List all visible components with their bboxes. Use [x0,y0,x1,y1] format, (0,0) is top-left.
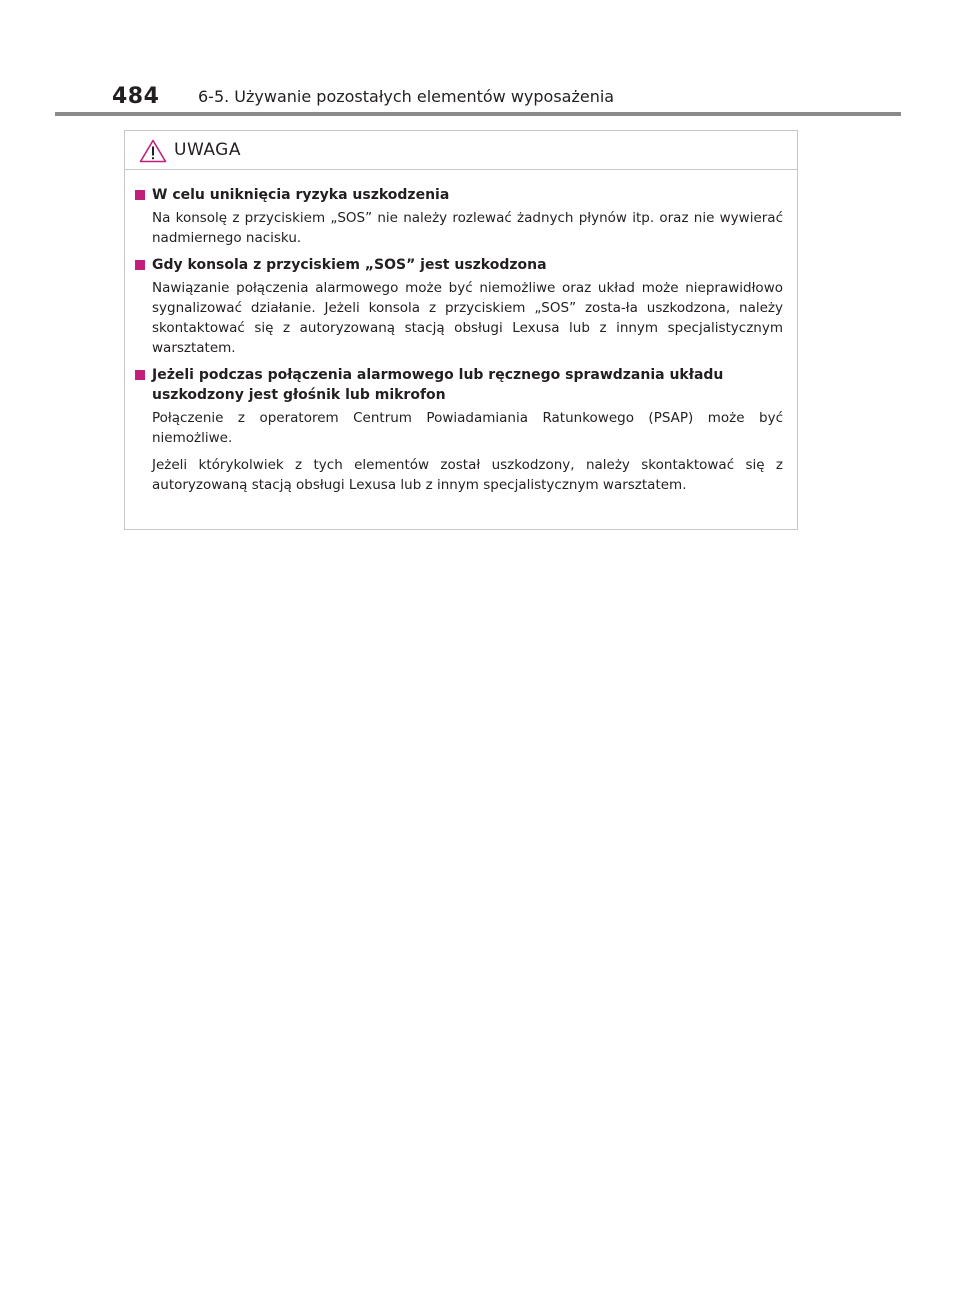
warning-item-heading [125,255,797,275]
page-number: 484 [112,84,160,109]
square-bullet-icon [135,190,145,200]
warning-body [125,171,797,495]
warning-item-paragraph: Nawiązanie połączenia alarmowego może być niemożliwe oraz układ może nieprawidłowo sygnalizować działanie. Jeżeli konsola z przyciskiem „SOS” zosta-ła uszkodzona, należy skontaktować się z autoryzowaną stacją obsługi Lexusa lub z innym specjalistycznym warsztatem. [152,280,783,356]
warning-box [124,130,798,530]
warning-triangle-icon [139,139,167,163]
square-bullet-icon [135,370,145,380]
warning-item-heading-text: Gdy konsola z przyciskiem „SOS” jest uszkodzona [152,257,547,273]
warning-title: UWAGA [174,140,241,160]
warning-item-heading-text: Jeżeli podczas połączenia alarmowego lub ręcznego sprawdzania układu uszkodzony jest głośnik lub mikrofon [152,367,724,403]
warning-item [125,365,797,495]
warning-item [125,185,797,248]
warning-item-heading-text: W celu uniknięcia ryzyka uszkodzenia [152,187,450,203]
warning-header [125,131,797,170]
warning-item [125,255,797,358]
warning-item-heading [125,185,797,205]
warning-item-paragraph: Jeżeli którykolwiek z tych elementów został uszkodzony, należy skontaktować się z autoryzowaną stacją obsługi Lexusa lub z innym specjalistycznym warsztatem. [152,457,783,493]
section-title: 6-5. Używanie pozostałych elementów wyposażenia [198,87,615,106]
warning-item-heading [125,365,797,405]
page-header [0,0,960,118]
header-divider [55,112,901,116]
warning-item-paragraph: Połączenie z operatorem Centrum Powiadamiania Ratunkowego (PSAP) może być niemożliwe. [152,410,783,446]
warning-item-paragraph: Na konsolę z przyciskiem „SOS” nie należy rozlewać żadnych płynów itp. oraz nie wywierać nadmiernego nacisku. [152,210,783,246]
square-bullet-icon [135,260,145,270]
